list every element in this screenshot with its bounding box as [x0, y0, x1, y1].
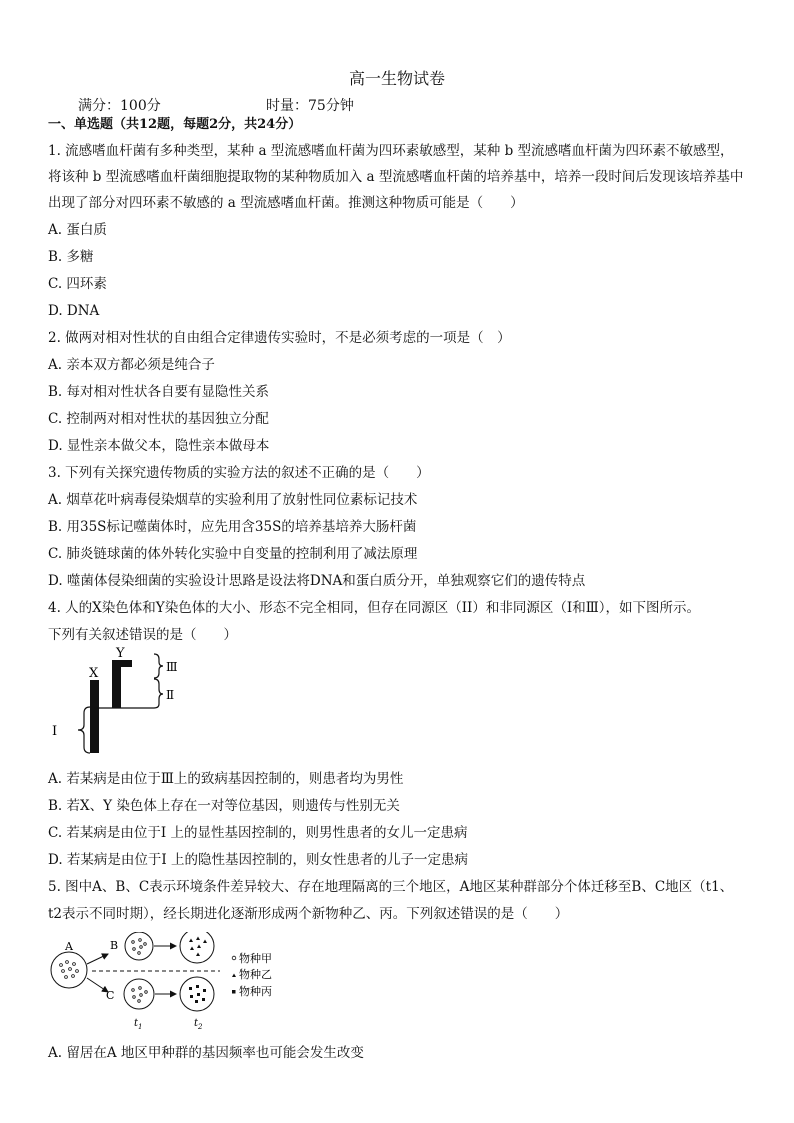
q1-stem-line2: 将该种 b 型流感嗜血杆菌细胞提取物的某种物质加入 a 型流感嗜血杆菌的培养基中，培养一段时间后发现该培养基中: [48, 169, 744, 185]
label-x: X: [89, 666, 99, 681]
q1-option-b: B. 多糖: [48, 249, 94, 265]
arrow-a-to-b: [87, 954, 108, 964]
q2-option-d: D. 显性亲本做父本，隐性亲本做母本: [48, 438, 270, 454]
q4-option-a: A. 若某病是由位于Ⅲ上的致病基因控制的，则患者均为男性: [48, 771, 404, 787]
q4-stem-line1: 4. 人的X染色体和Y染色体的大小、形态不完全相同，但存在同源区（II）和非同源区（I和Ⅲ），如下图所示。: [48, 600, 700, 616]
q4-option-c: C. 若某病是由位于I 上的显性基因控制的，则男性患者的女儿一定患病: [48, 825, 468, 841]
legend-yi-label: 物种乙: [239, 968, 272, 981]
brace-i: [78, 707, 90, 753]
label-t2: $t_2$: [194, 1018, 203, 1031]
area-c-species-jia: [132, 987, 148, 1003]
legend-bing-icon: [232, 990, 236, 994]
page-title: 高一生物试卷: [348, 69, 445, 88]
q2-option-b: B. 每对相对性状各自要有显隐性关系: [48, 384, 270, 400]
y-chromosome-cap: [112, 660, 132, 667]
q3-option-b: B. 用35S标记噬菌体时，应先用含35S的培养基培养大肠杆菌: [48, 519, 417, 535]
area-c-species-bing: [189, 985, 206, 1003]
area-b-circle: [125, 932, 153, 960]
species-legend: [232, 951, 272, 998]
time-limit: 时量：75分钟: [266, 98, 354, 114]
label-area-a: A: [65, 940, 73, 953]
q1-stem-line1: 1. 流感嗜血杆菌有多种类型，某种 a 型流感嗜血杆菌为四环素敏感型，某种 b 型流感嗜血杆菌为四环素不敏感型，: [48, 143, 734, 159]
brace-ii: [154, 679, 163, 708]
q1-option-a: A. 蛋白质: [48, 222, 107, 238]
area-c-circle: [124, 979, 154, 1009]
q2-option-c: C. 控制两对相对性状的基因独立分配: [48, 411, 269, 427]
area-b-species-yi: [189, 937, 207, 957]
q3-stem: 3. 下列有关探究遗传物质的实验方法的叙述不正确的是（ ）: [48, 465, 430, 481]
label-area-b: B: [110, 939, 119, 952]
label-region-iii: Ⅲ: [166, 660, 178, 674]
q5-option-a: A. 留居在A 地区甲种群的基因频率也可能会发生改变: [48, 1045, 364, 1061]
q2-stem: 2. 做两对相对性状的自由组合定律遗传实验时，不是必须考虑的一项是（ ）: [48, 330, 511, 346]
q5-stem-line2: t2表示不同时期），经长期进化逐渐形成两个新物种乙、丙。下列叙述错误的是（ ）: [48, 906, 569, 922]
q3-option-a: A. 烟草花叶病毒侵染烟草的实验利用了放射性同位素标记技术: [48, 492, 418, 508]
q1-option-d: D. DNA: [48, 303, 100, 319]
xy-chromosome-diagram: [44, 644, 194, 756]
label-area-c: C: [106, 989, 115, 1002]
label-t1: $t_1$: [134, 1018, 143, 1031]
legend-jia-icon: [232, 956, 236, 960]
y-chromosome: [112, 660, 121, 708]
label-region-i: I: [52, 724, 58, 739]
q4-option-b: B. 若X、Y 染色体上存在一对等位基因，则遗传与性别无关: [48, 798, 400, 814]
q5-stem-line1: 5. 图中A、B、C表示环境条件差异较大、存在地理隔离的三个地区，A地区某种群部分个体迁移至B、C地区（t1、: [48, 879, 734, 895]
legend-jia-label: 物种甲: [239, 952, 272, 965]
arrow-a-to-c: [87, 978, 108, 992]
x-chromosome: [90, 680, 99, 753]
q1-option-c: C. 四环素: [48, 276, 107, 292]
section-heading: 一、单选题（共12题，每题2分，共24分）: [48, 117, 302, 132]
full-score: 满分：100分: [78, 98, 161, 114]
brace-iii: [154, 654, 163, 678]
label-region-ii: Ⅱ: [166, 688, 175, 702]
q3-option-c: C. 肺炎链球菌的体外转化实验中自变量的控制利用了减法原理: [48, 546, 418, 562]
label-y: Y: [116, 646, 125, 661]
area-a-species-jia: [60, 961, 79, 979]
q2-option-a: A. 亲本双方都必须是纯合子: [48, 357, 215, 373]
legend-bing-label: 物种丙: [239, 985, 272, 998]
q1-stem-line3: 出现了部分对四环素不敏感的 a 型流感嗜血杆菌。推测这种物质可能是（ ）: [48, 195, 524, 211]
area-b-t2-circle: [180, 932, 214, 963]
q4-option-d: D. 若某病是由位于I 上的隐性基因控制的，则女性患者的儿子一定患病: [48, 852, 469, 868]
q3-option-d: D. 噬菌体侵染细菌的实验设计思路是设法将DNA和蛋白质分开，单独观察它们的遗传特点: [48, 573, 586, 589]
area-b-species-jia: [132, 939, 147, 955]
legend-yi-icon: [232, 974, 236, 978]
q4-stem-line2: 下列有关叙述错误的是（ ）: [48, 627, 237, 643]
speciation-diagram: [44, 932, 324, 1034]
